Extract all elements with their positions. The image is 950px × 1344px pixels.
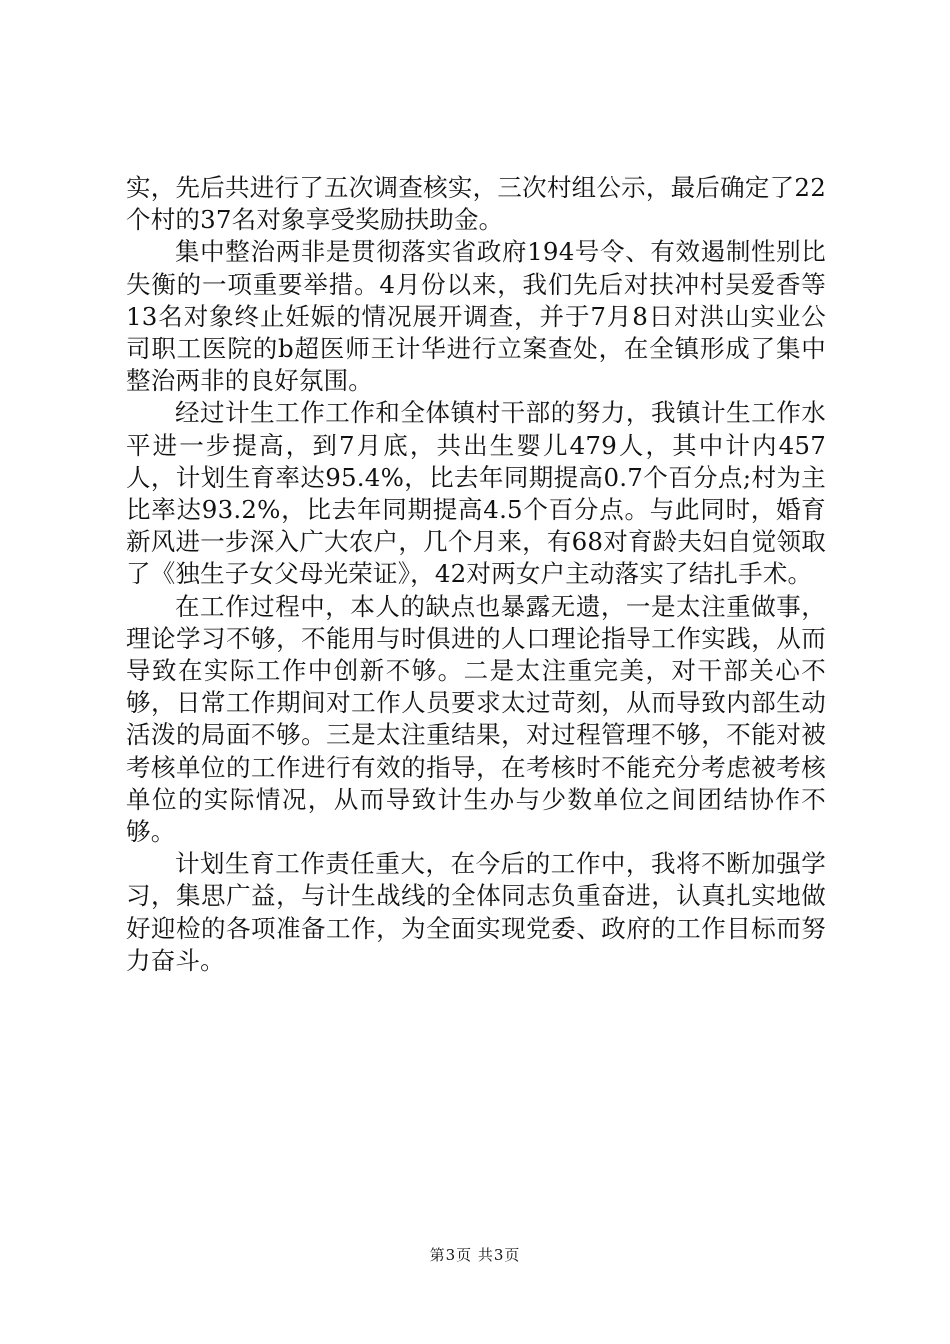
page-footer bbox=[0, 1244, 950, 1265]
paragraph-continuation: 实，先后共进行了五次调查核实，三次村组公示，最后确定了22个村的37名对象享受奖励扶助金。 bbox=[126, 173, 826, 235]
document-body bbox=[126, 172, 826, 977]
paragraph-results: 经过计生工作工作和全体镇村干部的努力，我镇计生工作水平进一步提高，到7月底，共出生婴儿479人，其中计内457人，计划生育率达95.4%，比去年同期提高0.7个百分点;村为主比率达93.2%，比去年同期提高4.5个百分点。与此同时，婚育新风进一步深入广大农户，几个月来，有68对育龄夫妇自觉领取了《独生子女父母光荣证》，42对两女户主动落实了结扎手术。 bbox=[126, 398, 826, 589]
paragraph-conclusion: 计划生育工作责任重大，在今后的工作中，我将不断加强学习，集思广益，与计生战线的全体同志负重奋进，认真扎实地做好迎检的各项准备工作，为全面实现党委、政府的工作目标而努力奋斗。 bbox=[126, 849, 826, 975]
paragraph-shortcomings: 在工作过程中，本人的缺点也暴露无遗，一是太注重做事，理论学习不够，不能用与时俱进的人口理论指导工作实践，从而导致在实际工作中创新不够。二是太注重完美，对干部关心不够，日常工作期间对工作人员要求太过苛刻，从而导致内部生动活泼的局面不够。三是太注重结果，对过程管理不够，不能对被考核单位的工作进行有效的指导，在考核时不能充分考虑被考核单位的实际情况，从而导致计生办与少数单位之间团结协作不够。 bbox=[126, 591, 826, 847]
paragraph-rectification: 集中整治两非是贯彻落实省政府194号令、有效遏制性别比失衡的一项重要举措。4月份以来，我们先后对扶冲村吴爱香等13名对象终止妊娠的情况展开调查，并于7月8日对洪山实业公司职工医院的b超医师王计华进行立案查处，在全镇形成了集中整治两非的良好氛围。 bbox=[126, 237, 826, 396]
page-number: 第3页 共3页 bbox=[429, 1246, 521, 1264]
